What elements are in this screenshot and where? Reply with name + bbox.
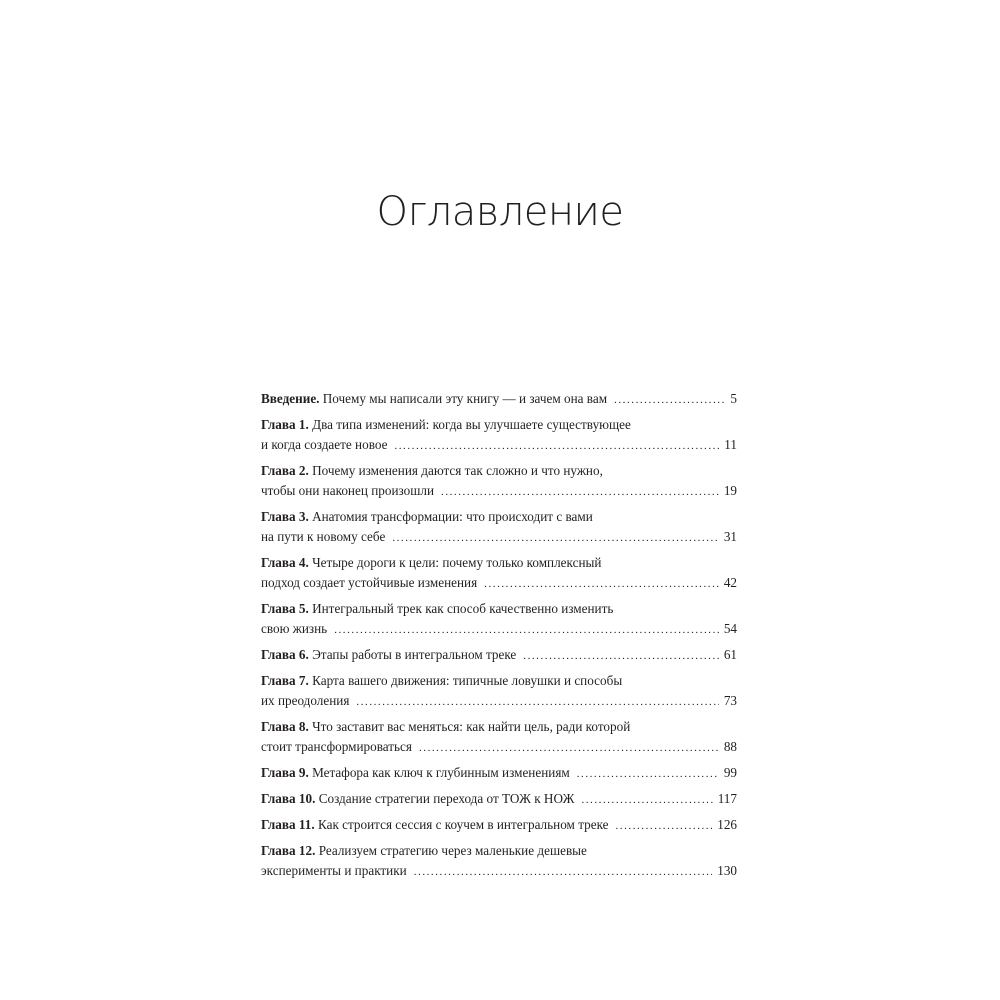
toc-line	[261, 461, 737, 481]
toc-line	[261, 737, 737, 758]
chapter-title-text: Что заставит вас меняться: как найти цель, ради которой	[312, 719, 631, 734]
toc-line	[261, 763, 737, 784]
toc-entry-title	[261, 507, 593, 527]
toc-line	[261, 553, 737, 573]
page-number: 31	[723, 529, 737, 544]
chapter-title-text: стоит трансформироваться	[261, 739, 412, 754]
page-title: Оглавление	[376, 189, 624, 235]
chapter-title-text: Как строится сессия с коучем в интегральном треке	[317, 817, 609, 832]
page-number: 117	[717, 791, 737, 806]
chapter-title-text: Создание стратегии перехода от ТОЖ к НОЖ	[318, 791, 575, 806]
chapter-title-text: Анатомия трансформации: что происходит с вами	[312, 509, 593, 524]
chapter-title-text: Почему изменения даются так сложно и что нужно,	[312, 463, 603, 478]
toc-entry[interactable]	[261, 507, 737, 548]
chapter-prefix: Глава 2.	[261, 463, 309, 478]
chapter-prefix: Глава 3.	[261, 509, 309, 524]
toc-entry-title	[261, 527, 385, 547]
chapter-title-text: и когда создаете новое	[261, 437, 388, 452]
toc-entry-title	[261, 461, 603, 481]
toc-entry-title	[261, 599, 613, 619]
toc-line	[261, 435, 737, 456]
dot-leader	[334, 620, 719, 640]
toc-entry[interactable]	[261, 763, 737, 784]
chapter-prefix: Глава 4.	[261, 555, 309, 570]
dot-leader	[616, 816, 713, 836]
page-number: 130	[717, 863, 737, 878]
chapter-title-text: Этапы работы в интегральном треке	[312, 647, 517, 662]
toc-entry-title	[261, 481, 434, 501]
toc-entry[interactable]	[261, 415, 737, 456]
chapter-prefix: Глава 7.	[261, 673, 309, 688]
dot-leader	[414, 862, 713, 882]
toc-entry[interactable]	[261, 599, 737, 640]
page-number: 88	[723, 739, 737, 754]
toc-line	[261, 645, 737, 666]
dot-leader	[614, 390, 725, 410]
chapter-title-text: Метафора как ключ к глубинным изменениям	[312, 765, 570, 780]
chapter-title-text: свою жизнь	[261, 621, 328, 636]
chapter-title-text: Два типа изменений: когда вы улучшаете существующее	[312, 417, 631, 432]
page-number: 61	[723, 647, 737, 662]
toc-line	[261, 789, 737, 810]
dot-leader	[392, 528, 719, 548]
toc-entry[interactable]	[261, 841, 737, 882]
toc-entry[interactable]	[261, 671, 737, 712]
chapter-title-text: Почему мы написали эту книгу — и зачем она вам	[322, 391, 608, 406]
page-number: 42	[723, 575, 737, 590]
chapter-prefix: Глава 6.	[261, 647, 309, 662]
chapter-prefix: Введение.	[261, 391, 320, 406]
toc-line	[261, 619, 737, 640]
dot-leader	[394, 436, 719, 456]
toc-entry[interactable]	[261, 389, 737, 410]
page-number: 126	[717, 817, 737, 832]
toc-entry-title	[261, 553, 601, 573]
toc-entry-title	[261, 619, 327, 639]
page-number: 99	[723, 765, 737, 780]
toc-line	[261, 717, 737, 737]
chapter-prefix: Глава 12.	[261, 843, 316, 858]
toc-entry-title	[261, 815, 609, 835]
toc-entry[interactable]	[261, 553, 737, 594]
chapter-prefix: Глава 11.	[261, 817, 315, 832]
dot-leader	[484, 574, 719, 594]
toc-line	[261, 415, 737, 435]
toc-entry[interactable]	[261, 461, 737, 502]
page-number: 5	[730, 391, 737, 406]
toc-line	[261, 841, 737, 861]
chapter-title-text: эксперименты и практики	[261, 863, 407, 878]
dot-leader	[523, 646, 719, 666]
toc-entry-title	[261, 671, 622, 691]
chapter-title-text: чтобы они наконец произошли	[261, 483, 435, 498]
dot-leader	[441, 482, 719, 502]
dot-leader	[581, 790, 712, 810]
toc-entry[interactable]	[261, 789, 737, 810]
dot-leader	[577, 764, 719, 784]
chapter-title-text: на пути к новому себе	[261, 529, 386, 544]
toc-entry-title	[261, 789, 574, 809]
chapter-title-text: подход создает устойчивые изменения	[261, 575, 478, 590]
toc-entry-title	[261, 415, 631, 435]
toc-entry-title	[261, 573, 477, 593]
chapter-prefix: Глава 8.	[261, 719, 309, 734]
toc-line	[261, 481, 737, 502]
toc-line	[261, 815, 737, 836]
toc-line	[261, 599, 737, 619]
dot-leader	[356, 692, 718, 712]
toc-entry-title	[261, 717, 630, 737]
chapter-prefix: Глава 10.	[261, 791, 316, 806]
chapter-title-text: Интегральный трек как способ качественно изменить	[312, 601, 614, 616]
page-number: 54	[723, 621, 737, 636]
toc-entry[interactable]	[261, 815, 737, 836]
toc-line	[261, 507, 737, 527]
toc-entry-title	[261, 763, 570, 783]
toc-entry-title	[261, 691, 349, 711]
toc-line	[261, 671, 737, 691]
toc-entry-title	[261, 645, 516, 665]
chapter-prefix: Глава 5.	[261, 601, 309, 616]
page-number: 73	[723, 693, 737, 708]
chapter-title-text: Четыре дороги к цели: почему только комплексный	[312, 555, 602, 570]
toc-entry-title	[261, 435, 387, 455]
page-number: 19	[723, 483, 737, 498]
toc-line	[261, 389, 737, 410]
toc-entry[interactable]	[261, 645, 737, 666]
chapter-prefix: Глава 9.	[261, 765, 309, 780]
toc-entry-title	[261, 861, 407, 881]
chapter-title-text: Карта вашего движения: типичные ловушки и способы	[312, 673, 623, 688]
toc-line	[261, 861, 737, 882]
toc-entry-title	[261, 841, 587, 861]
toc-entry-title	[261, 737, 412, 757]
table-of-contents	[261, 389, 737, 887]
toc-line	[261, 573, 737, 594]
chapter-prefix: Глава 1.	[261, 417, 309, 432]
dot-leader	[419, 738, 719, 758]
toc-line	[261, 691, 737, 712]
chapter-title-text: их преодоления	[261, 693, 350, 708]
chapter-title-text: Реализуем стратегию через маленькие дешевые	[318, 843, 587, 858]
toc-entry[interactable]	[261, 717, 737, 758]
page-number: 11	[724, 437, 737, 452]
toc-entry-title	[261, 389, 607, 409]
toc-line	[261, 527, 737, 548]
